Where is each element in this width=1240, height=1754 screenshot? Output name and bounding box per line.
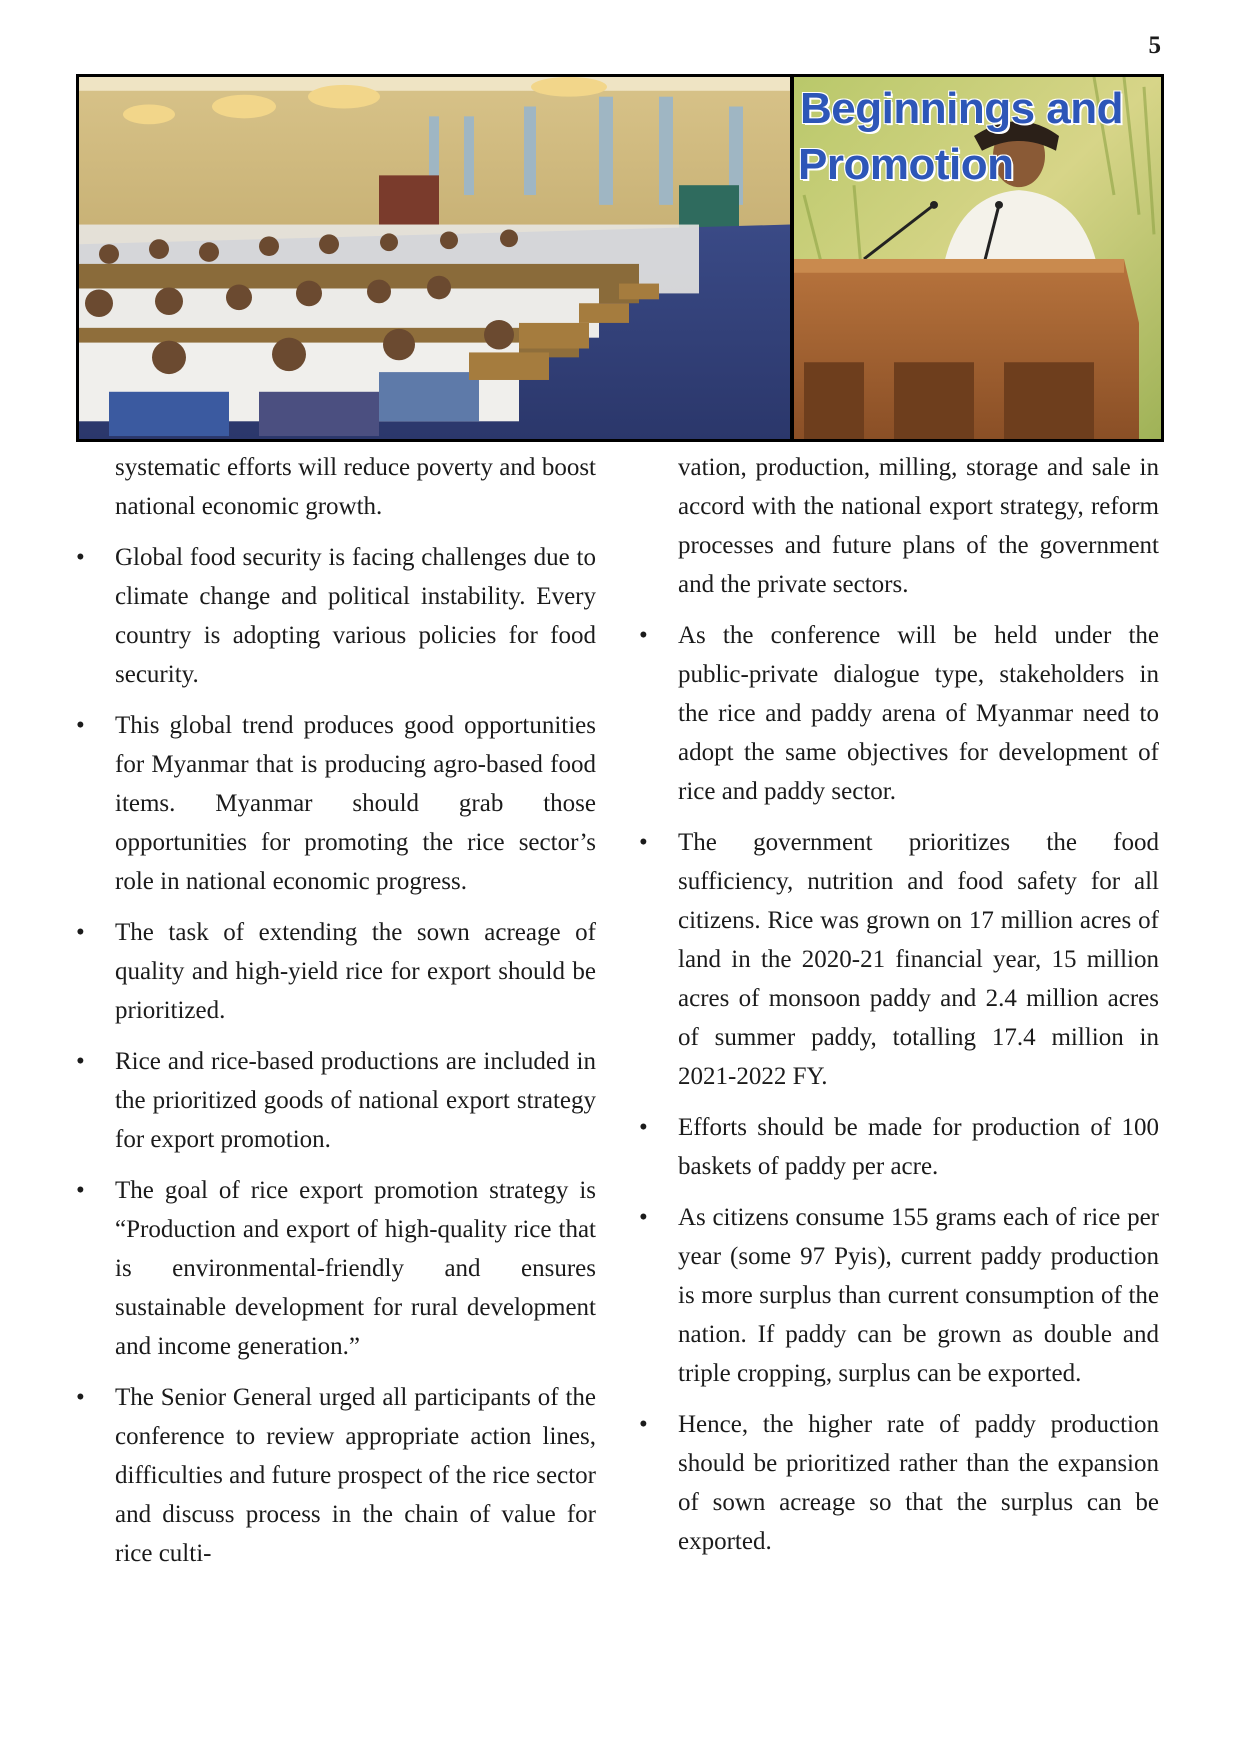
left-continuation-text: systematic efforts will reduce poverty and boost national economic growth. — [115, 454, 596, 520]
list-item: • The goal of rice export promotion strategy is “Production and export of high-quality rice that is environmental-friendly and ensures sustainable development for rural development and income generation.” — [76, 1171, 596, 1366]
right-bullet-list — [639, 616, 1159, 1561]
bullet-icon: • — [76, 1384, 85, 1411]
bullet-icon: • — [76, 919, 85, 946]
right-continuation-text: vation, production, milling, storage and sale in accord with the national export strategy, reform processes and future plans of the government and the private sectors. — [678, 454, 1159, 598]
list-item: • Hence, the higher rate of paddy production should be prioritized rather than the expansion of sown acreage so that the surplus can be exported. — [639, 1405, 1159, 1561]
list-item: • This global trend produces good opportunities for Myanmar that is producing agro-based food items. Myanmar should grab those opportunities for promoting the rice sector’s role in national economic progress. — [76, 706, 596, 901]
list-item: • The government prioritizes the food sufficiency, nutrition and food safety for all citizens. Rice was grown on 17 million acres of land in the 2020-21 financial year, 15 million acres of monsoon paddy and 2.4 million acres of summer paddy, totalling 17.4 million in 2021-2022 FY. — [639, 823, 1159, 1096]
list-item: • As citizens consume 155 grams each of rice per year (some 97 Pyis), current paddy production is more surplus than current consumption of the nation. If paddy can be grown as double and triple cropping, surplus can be exported. — [639, 1198, 1159, 1393]
banner-line-1: Beginnings and — [800, 84, 1123, 133]
bullet-icon: • — [76, 1177, 85, 1204]
list-item: • Efforts should be made for production of 100 baskets of paddy per acre. — [639, 1108, 1159, 1186]
banner-line-2: Promotion — [798, 140, 1014, 189]
list-item: • The Senior General urged all participants of the conference to review appropriate action lines, difficulties and future prospect of the rice sector and discuss process in the chain of value for rice culti- — [76, 1378, 596, 1573]
bullet-icon: • — [639, 1204, 648, 1231]
bullet-icon: • — [639, 1411, 648, 1438]
bullet-icon: • — [76, 544, 85, 571]
bullet-icon: • — [76, 712, 85, 739]
speaker-podium-photo — [794, 77, 1161, 439]
list-item: • The task of extending the sown acreage of quality and high-yield rice for export should be prioritized. — [76, 913, 596, 1030]
bullet-icon: • — [76, 1048, 85, 1075]
banner-text — [794, 81, 1161, 193]
left-bullet-list — [76, 538, 596, 1573]
bullet-icon: • — [639, 622, 648, 649]
left-column — [76, 448, 596, 1585]
photo-frame — [76, 74, 1164, 442]
list-item: • Global food security is facing challenges due to climate change and political instability. Every country is adopting various policies for food security. — [76, 538, 596, 694]
conference-audience-photo — [79, 77, 790, 439]
page-number: 5 — [1148, 32, 1161, 59]
right-column — [639, 448, 1159, 1573]
bullet-icon: • — [639, 1114, 648, 1141]
list-item: • Rice and rice-based productions are included in the prioritized goods of national export strategy for export promotion. — [76, 1042, 596, 1159]
list-item: • As the conference will be held under the public-private dialogue type, stakeholders in the rice and paddy arena of Myanmar need to adopt the same objectives for development of rice and paddy sector. — [639, 616, 1159, 811]
bullet-icon: • — [639, 829, 648, 856]
